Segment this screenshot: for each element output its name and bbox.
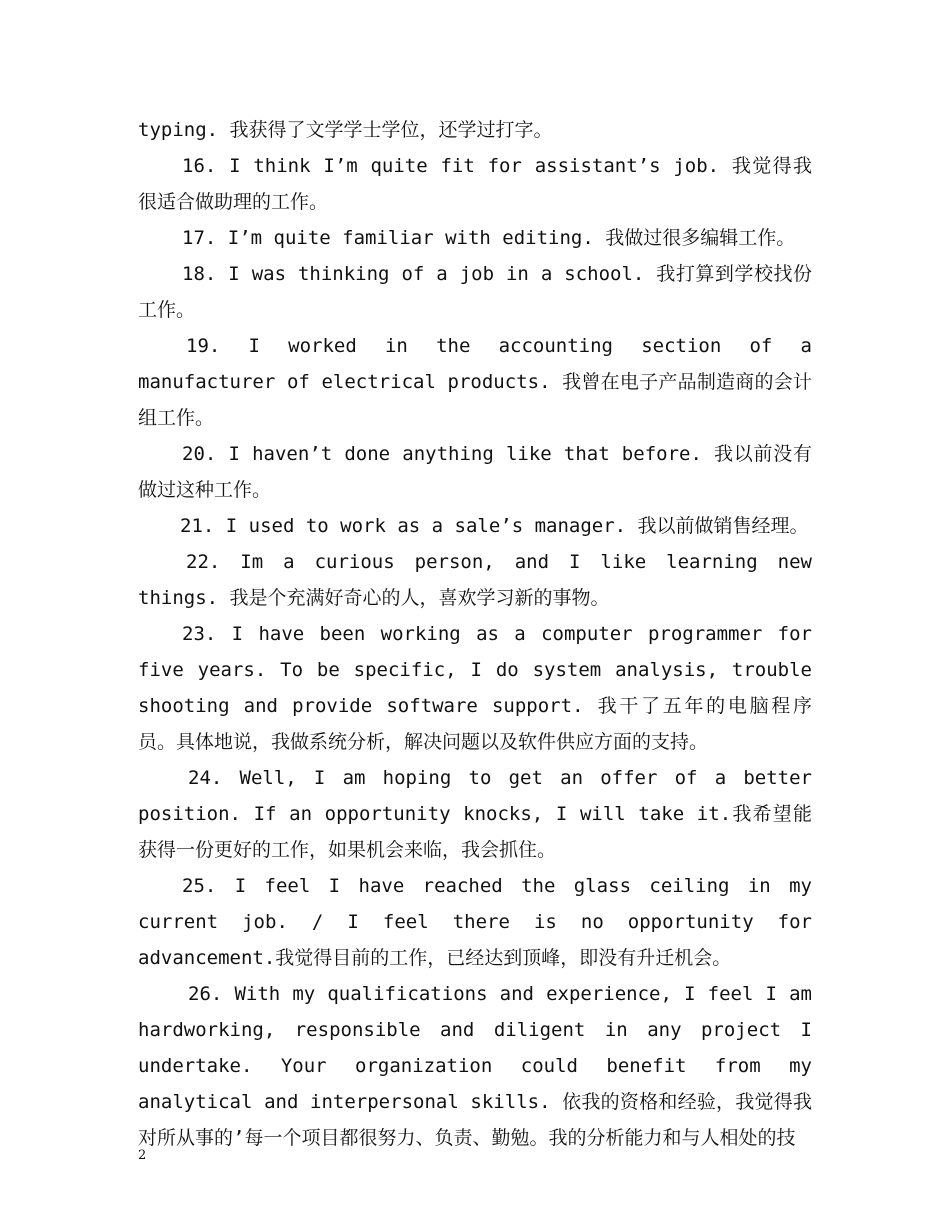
paragraph-item-21: 21. I used to work as a sale’s manager. 我以前做销售经理。 <box>180 515 809 537</box>
paragraph-item-25: 25. I feel I have reached the glass ceiling in my current job. / I feel there is no opportunity for advancement.我觉得目前的工作，已经达到顶峰，即没有升迁机会。 <box>138 875 812 969</box>
paragraph-item-22: 22. Im a curious person, and I like learning new things. 我是个充满好奇心的人，喜欢学习新的事物。 <box>138 551 812 609</box>
paragraph-item-26: 26. With my qualifications and experience, I feel I am hardworking, responsible and diligent in any project I undertake. Your organization could benefit from my analytical and interpersonal skills. 依我的资格和经验，我觉得我对所从事的’每一个项目都很努力、负责、勤勉。我的分析能力和与人相处的技 <box>138 983 812 1149</box>
page-number: 2 <box>138 1148 147 1163</box>
paragraph-item-24: 24. Well, I am hoping to get an offer of a better position. If an opportunity knocks, I will take it.我希望能获得一份更好的工作，如果机会来临，我会抓住。 <box>138 767 812 861</box>
paragraph-item-17: 17. I’m quite familiar with editing. 我做过很多编辑工作。 <box>182 227 796 249</box>
paragraph-item-20: 20. I haven’t done anything like that before. 我以前没有做过这种工作。 <box>138 443 812 501</box>
paragraph-item-18: 18. I was thinking of a job in a school. 我打算到学校找份工作。 <box>138 263 812 321</box>
paragraph-item-19: 19. I worked in the accounting section of a manufacturer of electrical products. 我曾在电子产品制造商的会计组工作。 <box>138 335 812 429</box>
paragraph-item-16: 16. I think I’m quite fit for assistant’s job. 我觉得我很适合做助理的工作。 <box>138 155 812 213</box>
document-body <box>138 112 812 1156</box>
paragraph-continuation: typing. 我获得了文学学士学位，还学过打字。 <box>138 119 553 141</box>
paragraph-item-23: 23. I have been working as a computer programmer for five years. To be specific, I do system analysis, trouble shooting and provide software support. 我干了五年的电脑程序员。具体地说，我做系统分析，解决问题以及软件供应方面的支持。 <box>138 623 812 753</box>
